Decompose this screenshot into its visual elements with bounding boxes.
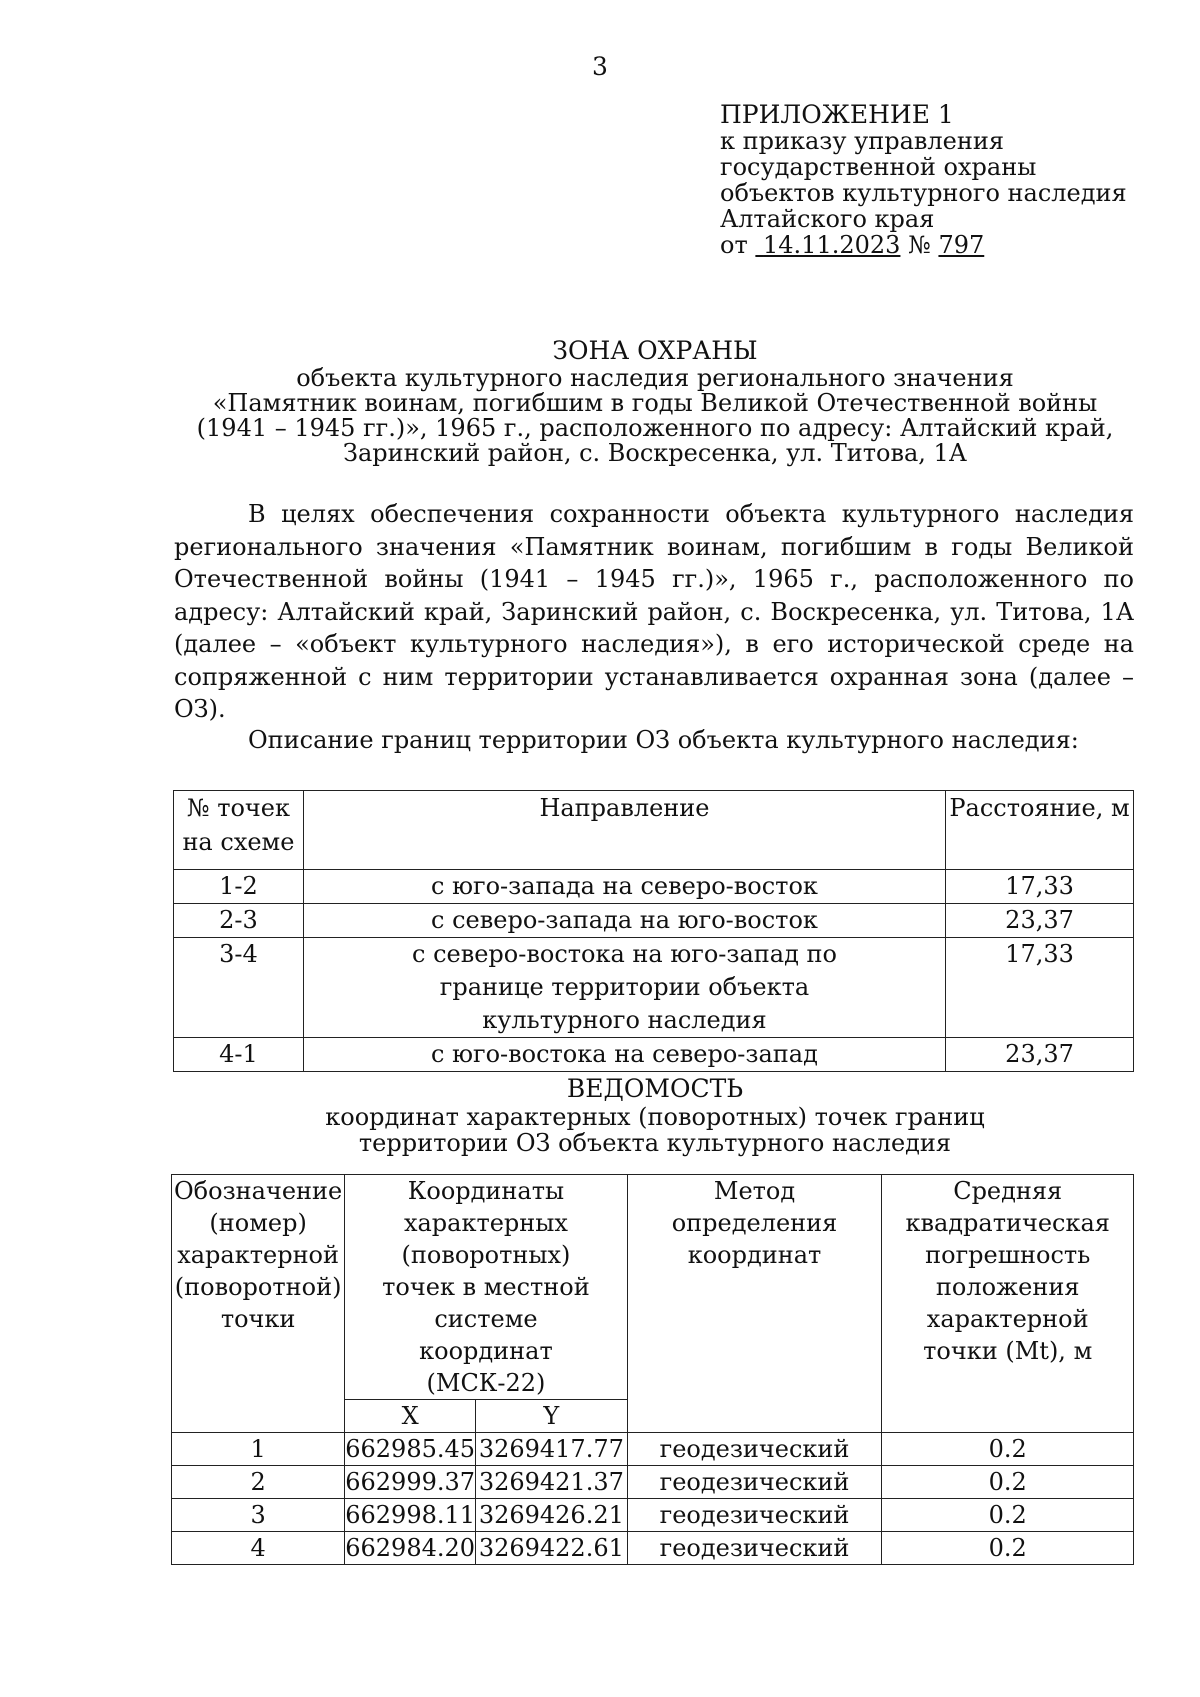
- intro-paragraph: В целях обеспечения сохранности объекта культурного наследия регионального значения «Памятник воинам, погибшим в годы Великой Отечественной войны (1941 – 1945 гг.)», 1965 г., расположенного по адресу: Алтайский край, Заринский район, с. Воскресенка, ул. Титова, 1А (далее – «объект культурного наследия»), в его исторической среде на сопряженной с ним территории устанавливается охранная зона (далее – ОЗ).: [174, 500, 1134, 723]
- order-number: 797: [938, 231, 985, 259]
- boundaries-caption: Описание границ территории ОЗ объекта культурного наследия:: [248, 726, 1079, 754]
- cell-point: 3: [172, 1499, 345, 1532]
- cell-direction: с северо-запада на юго-восток: [303, 904, 945, 938]
- appendix-header: [720, 102, 1160, 258]
- cell-x: 662985.45: [345, 1433, 476, 1466]
- table-row: [174, 1038, 1134, 1072]
- cell-distance: 23,37: [946, 904, 1134, 938]
- header-designation: Обозначение (номер) характерной (поворотной) точки: [172, 1175, 345, 1433]
- table-row: [172, 1499, 1134, 1532]
- order-number-sign: №: [908, 231, 931, 259]
- cell-point: 1: [172, 1433, 345, 1466]
- zone-subtitle-line: «Памятник воинам, погибшим в годы Великой Отечественной войны: [212, 389, 1098, 417]
- header-x: X: [345, 1400, 476, 1433]
- cell-direction: с юго-востока на северо-запад: [303, 1038, 945, 1072]
- table-row: [172, 1532, 1134, 1565]
- vedomost-title: ВЕДОМОСТЬ: [566, 1074, 744, 1103]
- cell-direction: с юго-запада на северо-восток: [303, 870, 945, 904]
- vedomost-subtitle-line: территории ОЗ объекта культурного наследия: [358, 1129, 952, 1157]
- cell-error: 0.2: [882, 1433, 1134, 1466]
- header-error: Средняя квадратическая погрешность положения характерной точки (Mt), м: [882, 1175, 1134, 1433]
- table-row: [172, 1433, 1134, 1466]
- appendix-line: объектов культурного наследия: [720, 179, 1127, 207]
- vedomost-subtitle-line: координат характерных (поворотных) точек границ: [325, 1103, 985, 1131]
- zone-subtitle-line: (1941 – 1945 гг.)», 1965 г., расположенного по адресу: Алтайский край,: [196, 414, 1114, 442]
- order-date: 14.11.2023: [763, 231, 901, 259]
- header-direction: Направление: [303, 791, 945, 870]
- cell-distance: 17,33: [946, 938, 1134, 1038]
- zone-heading: [140, 338, 1170, 466]
- table-row: [172, 1466, 1134, 1499]
- appendix-line: к приказу управления: [720, 127, 1005, 155]
- order-line: [720, 232, 1160, 258]
- cell-points: 4-1: [174, 1038, 304, 1072]
- appendix-title: ПРИЛОЖЕНИЕ 1: [720, 100, 954, 129]
- header-distance: Расстояние, м: [946, 791, 1134, 870]
- cell-point: 4: [172, 1532, 345, 1565]
- table-row: [174, 904, 1134, 938]
- cell-method: геодезический: [627, 1499, 882, 1532]
- zone-title: ЗОНА ОХРАНЫ: [552, 336, 758, 365]
- header-points: № точек на схеме: [174, 791, 304, 870]
- cell-y: 3269422.61: [476, 1532, 628, 1565]
- coordinates-table: [171, 1174, 1134, 1565]
- cell-point: 2: [172, 1466, 345, 1499]
- table-header-row: [172, 1175, 1134, 1400]
- cell-method: геодезический: [627, 1466, 882, 1499]
- cell-method: геодезический: [627, 1433, 882, 1466]
- cell-x: 662984.20: [345, 1532, 476, 1565]
- cell-y: 3269417.77: [476, 1433, 628, 1466]
- zone-subtitle-line: объекта культурного наследия регионального значения: [296, 364, 1014, 392]
- cell-distance: 17,33: [946, 870, 1134, 904]
- cell-x: 662999.37: [345, 1466, 476, 1499]
- cell-distance: 23,37: [946, 1038, 1134, 1072]
- cell-method: геодезический: [627, 1532, 882, 1565]
- page-number: 3: [592, 52, 608, 81]
- table-header-row: [174, 791, 1134, 870]
- header-method: Метод определения координат: [627, 1175, 882, 1433]
- table-row: [174, 870, 1134, 904]
- header-coordinates: Координаты характерных (поворотных) точек в местной системе координат (МСК-22): [345, 1175, 627, 1400]
- cell-y: 3269421.37: [476, 1466, 628, 1499]
- order-prefix: от: [720, 231, 748, 259]
- cell-x: 662998.11: [345, 1499, 476, 1532]
- cell-error: 0.2: [882, 1532, 1134, 1565]
- cell-error: 0.2: [882, 1499, 1134, 1532]
- appendix-line: государственной охраны: [720, 153, 1037, 181]
- zone-subtitle-line: Заринский район, с. Воскресенка, ул. Титова, 1А: [343, 439, 967, 467]
- cell-y: 3269426.21: [476, 1499, 628, 1532]
- cell-error: 0.2: [882, 1466, 1134, 1499]
- boundaries-table: [173, 790, 1134, 1072]
- table-row: [174, 938, 1134, 1038]
- cell-direction: с северо-востока на юго-запад по границе территории объекта культурного наследия: [303, 938, 945, 1038]
- appendix-line: Алтайского края: [720, 205, 935, 233]
- header-y: Y: [476, 1400, 628, 1433]
- cell-points: 3-4: [174, 938, 304, 1038]
- vedomost-heading: [140, 1076, 1170, 1156]
- cell-points: 1-2: [174, 870, 304, 904]
- cell-points: 2-3: [174, 904, 304, 938]
